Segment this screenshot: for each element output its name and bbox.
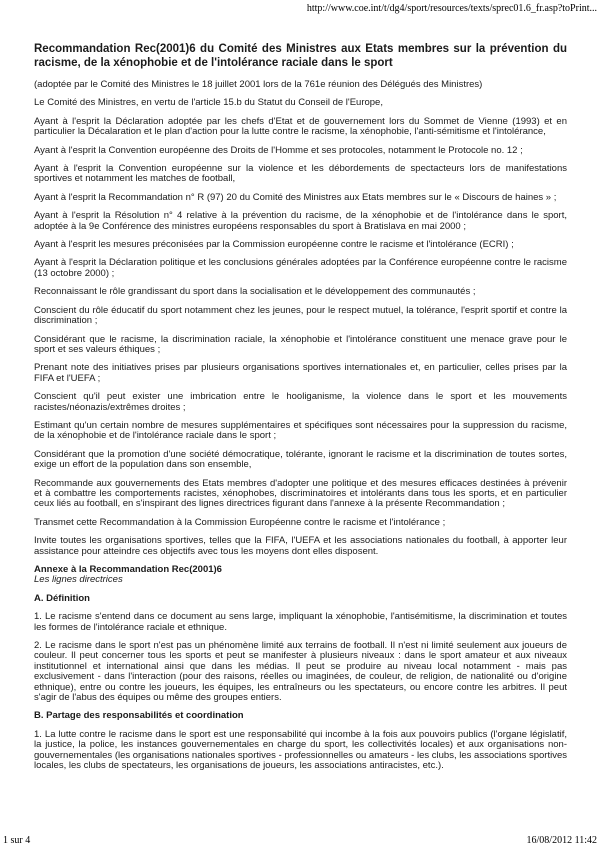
print-footer	[3, 835, 597, 846]
print-timestamp: 16/08/2012 11:42	[526, 835, 597, 846]
paragraph: Invite toutes les organisations sportives, telles que la FIFA, l'UEFA et les associations nationales du football, à apporter leur assistance pour atteindre ces objectifs avec tous les moyens dont elles disposent.	[34, 535, 567, 557]
paragraph: 1. Le racisme s'entend dans ce document au sens large, impliquant la xénophobie, l'antisémitisme, la discrimination et toutes les formes de l'intolérance raciale et ethnique.	[34, 611, 567, 633]
adoption-note: (adoptée par le Comité des Ministres le 18 juillet 2001 lors de la 761e réunion des Délégués des Ministres)	[34, 79, 483, 90]
paragraph: Ayant à l'esprit la Recommandation n° R (97) 20 du Comité des Ministres aux Etats membres sur le « Discours de haines » ;	[34, 191, 557, 203]
paragraph: Le Comité des Ministres, en vertu de l'article 15.b du Statut du Conseil de l'Europe,	[34, 97, 383, 109]
paragraph: Considérant que le racisme, la discrimination raciale, la xénophobie et l'intolérance constituent une menace grave pour le sport et ses valeurs éthiques ;	[34, 333, 567, 355]
paragraph: 2. Le racisme dans le sport n'est pas un phénomène limité aux terrains de football. Il n'est ni limité seulement aux joueurs de couleur. Il peut concerner tous les sports et peut se manifester à plusieurs niveaux : dans le sport amateur et aux niveaux institutionnel et international ainsi que dans les médias. Il peut se produire au niveau local notamment - mais pas exclusivement - dans l'interaction (pour des raisons, réelles ou imaginées, de couleur, de religion, de nationalité ou d'origine ethnique), entre ou contre les joueurs, les équipes, les entraîneurs ou les spectateurs, ou encore contre les arbitres. Il peut s'agir de l'abus des équipes ou même des groupes entiers.	[34, 640, 567, 704]
paragraph: Conscient qu'il peut exister une imbrication entre le hooliganisme, la violence dans le sport et les mouvements racistes/néonazis/extrêmes droites ;	[34, 391, 567, 413]
paragraph: Ayant à l'esprit la Convention européenne sur la violence et les débordements de spectacteurs lors de manifestations sportives et notamment les matches de football,	[34, 163, 567, 185]
print-url: http://www.coe.int/t/dg4/sport/resources/texts/sprec01.6_fr.asp?toPrint...	[306, 3, 597, 14]
paragraph: Transmet cette Recommandation à la Commission Européenne contre le racisme et l'intolérance ;	[34, 516, 446, 528]
paragraph: Recommande aux gouvernements des Etats membres d'adopter une politique et des mesures efficaces destinées à prévenir et à combattre les comportements racistes, xénophobes, discriminatoires et intolérants dans tous les sports, et en particulier ceux liés au football, en s'inspirant des lignes directrices figurant dans l'annexe à la présente Recommandation ;	[34, 477, 567, 510]
section-b-heading: B. Partage des responsabilités et coordination	[34, 710, 244, 722]
annex-title: Annexe à la Recommandation Rec(2001)6	[34, 564, 222, 575]
paragraph: Ayant à l'esprit la Convention européenne des Droits de l'Homme et ses protocoles, notamment le Protocole no. 12 ;	[34, 144, 523, 156]
page-number: 1 sur 4	[3, 835, 31, 846]
paragraph: Conscient du rôle éducatif du sport notamment chez les jeunes, pour le respect mutuel, la tolérance, l'esprit sportif et contre la discrimination ;	[34, 304, 567, 327]
annex-subtitle: Les lignes directrices	[34, 574, 123, 586]
paragraph: Estimant qu'un certain nombre de mesures supplémentaires et spécifiques sont nécessaires pour la suppression du racisme, de la xénophobie et de l'intolérance raciale dans le sport ;	[34, 419, 567, 442]
paragraph: Prenant note des initiatives prises par plusieurs organisations sportives internationales et, en particulier, celles prises par la FIFA et l'UEFA ;	[34, 362, 567, 384]
document-title: Recommandation Rec(2001)6 du Comité des Ministres aux Etats membres sur la prévention du racisme, de la xénophobie et de l'intolérance raciale dans le sport	[34, 43, 567, 69]
section-a-heading: A. Définition	[34, 592, 90, 604]
paragraph: Reconnaissant le rôle grandissant du sport dans la socialisation et le développement des communautés ;	[34, 286, 476, 298]
document-content	[34, 42, 567, 772]
paragraph: Ayant à l'esprit la Résolution n° 4 relative à la prévention du racisme, de la xénophobie et de l'intolérance dans le sport, adoptée à la 9e Conférence des ministres européens responsables du sport à Bratislava en mai 2000 ;	[34, 210, 567, 232]
paragraph: Ayant à l'esprit la Déclaration politique et les conclusions générales adoptées par la Conférence européenne contre le racisme (13 octobre 2000) ;	[34, 257, 567, 279]
paragraph: Ayant à l'esprit la Déclaration adoptée par les chefs d'Etat et de gouvernement lors du Sommet de Vienne (1993) et en particulier la Décalaration et le plan d'action pour la lutte contre le racisme, la xénophobie, l'anti-sémitisme et l'intolérance,	[34, 115, 567, 138]
paragraph: 1. La lutte contre le racisme dans le sport est une responsabilité qui incombe à la fois aux pouvoirs publics (l'organe législatif, la justice, la police, les instances gouvernementales en charge du sport, les collectivités locales) et aux organisations non-gouvernementales (les organisations nationales sportives - professionnelles ou amateurs - les clubs, les associations sportives locales, les clubs de spectateurs, les organisations de joueurs, les associations antiracistes, etc.).	[34, 728, 567, 772]
paragraph: Ayant à l'esprit les mesures préconisées par la Commission européenne contre le racisme et l'intolérance (ECRI) ;	[34, 239, 514, 251]
paragraph: Considérant que la promotion d'une société démocratique, tolérante, ignorant le racisme et la discrimination de toutes sortes, exige un effort de la population dans son ensemble,	[34, 448, 567, 471]
